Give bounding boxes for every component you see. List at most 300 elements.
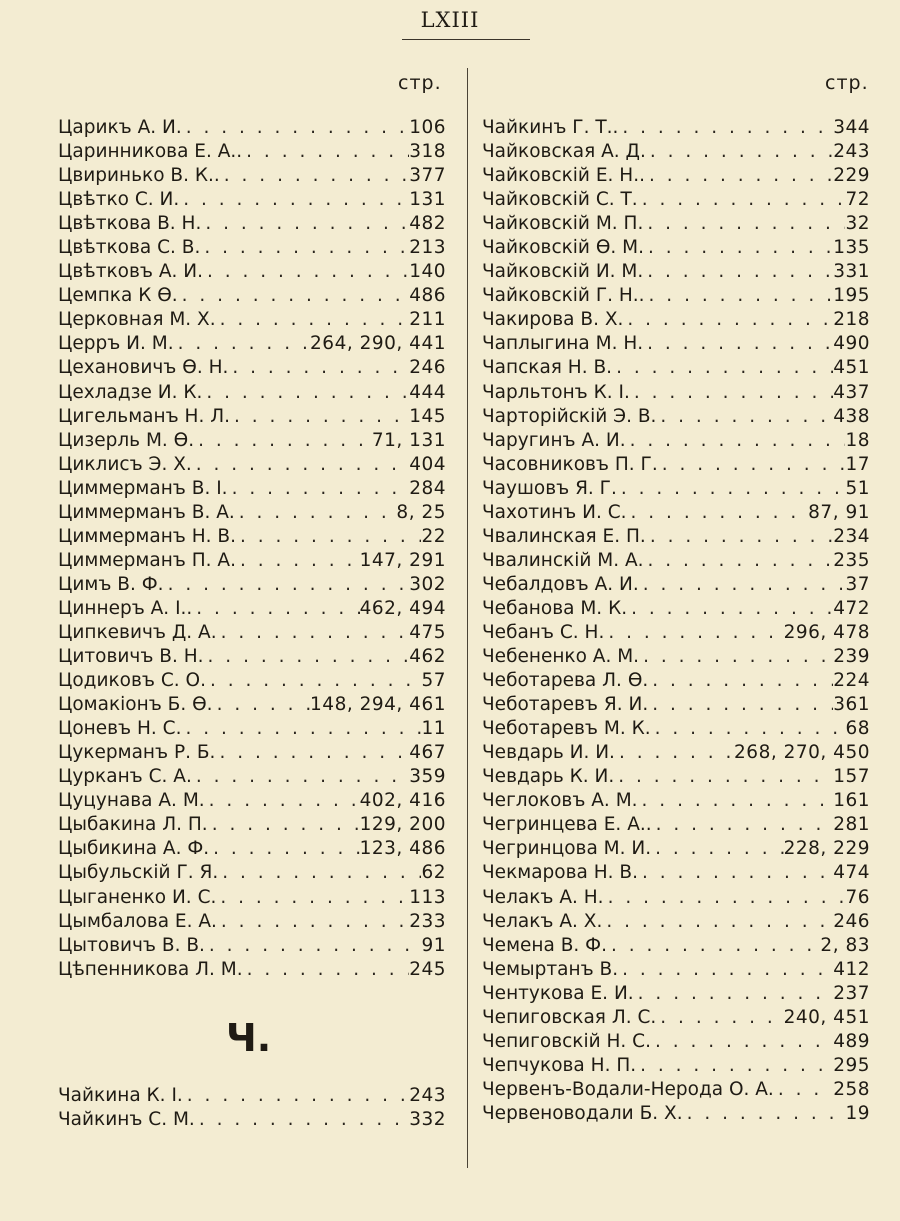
entry-name: Чегринцева Е. А.. <box>482 814 652 836</box>
entry-pages: 57 <box>421 670 446 692</box>
entry-pages: 129, 200 <box>359 814 446 836</box>
entry-name: Чайковскій Е. Н.. <box>482 165 645 187</box>
index-entry <box>58 813 446 837</box>
entry-name: Чапская Н. В. <box>482 357 613 379</box>
entry-pages: 451 <box>833 357 870 379</box>
entry-pages: 123, 486 <box>359 838 446 860</box>
leader-dots <box>648 669 833 693</box>
leader-dots <box>205 789 360 813</box>
entry-pages: 233 <box>409 910 446 932</box>
index-entry <box>482 669 870 693</box>
entry-name: Чебанова М. К. <box>482 597 628 619</box>
index-entry <box>58 693 446 717</box>
entry-pages: 402, 416 <box>359 790 446 812</box>
leader-dots <box>243 958 410 982</box>
index-list-right <box>482 116 870 1126</box>
index-entry <box>482 910 870 934</box>
index-entry <box>482 356 870 380</box>
index-entry <box>482 1078 870 1102</box>
leader-dots <box>643 212 845 236</box>
entry-pages: 157 <box>833 766 870 788</box>
index-entry <box>482 164 870 188</box>
entry-name: Царикъ А. И. <box>58 117 182 138</box>
entry-pages: 131 <box>409 189 446 211</box>
index-entry <box>482 717 870 741</box>
index-entry <box>58 140 446 164</box>
entry-name: Цурканъ С. А. <box>58 766 192 788</box>
entry-pages: 295 <box>833 1054 870 1076</box>
leader-dots <box>652 813 834 837</box>
index-entry <box>58 886 446 910</box>
index-entry <box>482 1030 870 1054</box>
index-entry <box>58 284 446 308</box>
leader-dots <box>604 886 846 910</box>
leader-dots <box>618 116 833 140</box>
entry-pages: 246 <box>409 357 446 379</box>
leader-dots <box>636 1054 833 1078</box>
entry-pages: 62 <box>421 862 446 884</box>
index-entry <box>482 621 870 645</box>
index-entry <box>482 453 870 477</box>
leader-dots <box>192 765 409 789</box>
entry-name: Чахотинъ И. С. <box>482 501 627 523</box>
entry-name: Чеботаревъ М. К. <box>482 718 651 740</box>
entry-pages: 234 <box>833 525 870 547</box>
entry-pages: 246 <box>833 910 870 932</box>
index-entry <box>482 116 870 140</box>
index-entry <box>58 236 446 260</box>
leader-dots <box>607 934 820 958</box>
entry-pages: 237 <box>833 982 870 1004</box>
index-entry <box>58 910 446 934</box>
entry-name: Чайковскій Ѳ. М. <box>482 237 644 259</box>
entry-name: Цодиковъ С. О. <box>58 670 206 692</box>
entry-name: Циммерманъ П. А. <box>58 549 236 571</box>
entry-name: Цоневъ Н. С. <box>58 718 182 740</box>
index-entry <box>58 621 446 645</box>
entry-name: Цвѣткова С. В. <box>58 237 201 259</box>
entry-name: Цыбульскій Г. Я. <box>58 862 219 884</box>
leader-dots <box>651 837 783 861</box>
entry-name: Цизерль М. Ѳ. <box>58 429 195 451</box>
entry-pages: 22 <box>421 525 446 547</box>
leader-dots <box>615 741 734 765</box>
leader-dots <box>651 717 846 741</box>
entry-name: Чеглоковъ А. М. <box>482 790 638 812</box>
leader-dots <box>213 693 310 717</box>
entry-pages: 68 <box>845 718 870 740</box>
index-entry <box>58 332 446 356</box>
leader-dots <box>236 525 421 549</box>
entry-pages: 245 <box>409 958 446 980</box>
index-entry <box>482 765 870 789</box>
entry-pages: 161 <box>833 790 870 812</box>
leader-dots <box>209 837 359 861</box>
index-entry <box>58 645 446 669</box>
index-entry <box>482 549 870 573</box>
entry-name: Циммерманъ Н. В. <box>58 525 237 547</box>
index-entry <box>58 453 446 477</box>
leader-dots <box>638 861 833 885</box>
index-entry <box>482 212 870 236</box>
entry-pages: 106 <box>409 117 446 138</box>
index-entry <box>58 789 446 813</box>
index-entry <box>58 861 446 885</box>
entry-name: Цыбакина Л. П. <box>58 814 208 836</box>
index-entry <box>58 308 446 332</box>
index-entry <box>58 188 446 212</box>
entry-pages: 444 <box>409 381 446 403</box>
entry-name: Цвѣткова В. Н. <box>58 213 202 235</box>
header-rule <box>402 39 530 40</box>
entry-pages: 344 <box>833 117 870 138</box>
leader-dots <box>683 1102 846 1126</box>
entry-pages: 268, 270, 450 <box>734 742 870 764</box>
leader-dots <box>203 260 409 284</box>
entry-pages: 240, 451 <box>783 1006 870 1028</box>
entry-name: Чайковскій М. П. <box>482 213 644 235</box>
entry-pages: 17 <box>845 453 870 475</box>
entry-pages: 284 <box>409 477 446 499</box>
index-entry <box>482 429 870 453</box>
leader-dots <box>202 381 409 405</box>
index-entry <box>482 1006 870 1030</box>
entry-pages: 302 <box>409 573 446 595</box>
index-list-left <box>58 116 446 982</box>
entry-name: Царинникова Е. А.. <box>58 141 243 163</box>
index-entry <box>482 525 870 549</box>
index-entry <box>482 861 870 885</box>
entry-name: Чаругинъ А. И. <box>482 429 626 451</box>
leader-dots <box>644 236 833 260</box>
entry-name: Цвѣтко С. И. <box>58 189 180 211</box>
index-entry <box>58 741 446 765</box>
entry-name: Чвалинская Е. П. <box>482 525 646 547</box>
leader-dots <box>643 332 833 356</box>
index-entry <box>482 260 870 284</box>
leader-dots <box>216 308 410 332</box>
entry-name: Чебалдовъ А. И. <box>482 573 639 595</box>
leader-dots <box>658 453 846 477</box>
entry-pages: 32 <box>845 213 870 235</box>
entry-name: Цыбикина А. Ф. <box>58 838 210 860</box>
entry-pages: 147, 291 <box>359 549 446 571</box>
leader-dots <box>242 140 409 164</box>
entry-pages: 224 <box>833 670 870 692</box>
entry-pages: 11 <box>421 718 446 740</box>
entry-pages: 228, 229 <box>783 838 870 860</box>
entry-name: Чемыртанъ В. <box>482 958 619 980</box>
entry-name: Чепчукова Н. П. <box>482 1054 637 1076</box>
entry-name: Червенъ-Водали-Нерода О. А. <box>482 1078 774 1100</box>
entry-pages: 318 <box>409 141 446 163</box>
section-letter: Ч. <box>226 1016 272 1060</box>
leader-dots <box>181 717 421 741</box>
entry-name: Часовниковъ П. Г. <box>482 453 658 475</box>
leader-dots <box>201 212 409 236</box>
leader-dots <box>205 934 422 958</box>
index-entry <box>58 1084 446 1108</box>
leader-dots <box>208 813 360 837</box>
leader-dots <box>638 188 846 212</box>
entry-name: Чакирова В. Х. <box>482 309 624 331</box>
index-entry <box>482 813 870 837</box>
entry-name: Цимъ В. Ф. <box>58 573 164 595</box>
entry-pages: 258 <box>833 1078 870 1100</box>
leader-dots <box>614 765 833 789</box>
entry-pages: 19 <box>845 1102 870 1124</box>
entry-pages: 87, 91 <box>808 501 870 523</box>
entry-name: Чарльтонъ К. І. <box>482 381 630 403</box>
leader-dots <box>174 332 310 356</box>
leader-dots <box>630 381 833 405</box>
leader-dots <box>236 549 360 573</box>
entry-name: Цемпка К Ѳ. <box>58 285 178 307</box>
entry-name: Чайкинъ С. М. <box>58 1109 195 1131</box>
entry-pages: 243 <box>833 141 870 163</box>
index-list-left-bottom <box>58 1084 446 1132</box>
entry-pages: 140 <box>409 261 446 283</box>
entry-pages: 71, 131 <box>371 429 446 451</box>
entry-pages: 332 <box>409 1109 446 1131</box>
entry-pages: 76 <box>845 886 870 908</box>
entry-name: Чайкинъ Г. Т.. <box>482 117 619 138</box>
entry-pages: 235 <box>833 549 870 571</box>
column-heading-left: стр. <box>398 72 442 94</box>
leader-dots <box>230 405 409 429</box>
entry-pages: 462 <box>409 646 446 668</box>
leader-dots <box>774 1078 833 1102</box>
leader-dots <box>204 645 410 669</box>
entry-name: Челакъ А. Н. <box>482 886 604 908</box>
entry-pages: 213 <box>409 237 446 259</box>
entry-name: Чеботарева Л. Ѳ. <box>482 670 649 692</box>
entry-name: Челакъ А. Х. <box>482 910 603 932</box>
index-entry <box>482 645 870 669</box>
index-entry <box>58 765 446 789</box>
leader-dots <box>612 356 833 380</box>
entry-pages: 438 <box>833 405 870 427</box>
entry-pages: 377 <box>409 165 446 187</box>
leader-dots <box>627 597 833 621</box>
index-entry <box>58 1108 446 1132</box>
leader-dots <box>604 621 783 645</box>
entry-name: Чекмарова Н. В. <box>482 862 638 884</box>
leader-dots <box>618 958 833 982</box>
entry-pages: 359 <box>409 766 446 788</box>
leader-dots <box>634 982 834 1006</box>
index-entry <box>482 741 870 765</box>
index-entry <box>482 308 870 332</box>
index-entry <box>58 958 446 982</box>
entry-pages: 462, 494 <box>359 597 446 619</box>
entry-name: Чайковскій И. М. <box>482 261 644 283</box>
entry-pages: 412 <box>833 958 870 980</box>
entry-pages: 145 <box>409 405 446 427</box>
index-entry <box>58 717 446 741</box>
entry-pages: 229 <box>833 165 870 187</box>
entry-name: Циннеръ А. І.. <box>58 597 193 619</box>
entry-name: Циммерманъ В. І. <box>58 477 228 499</box>
index-entry <box>482 405 870 429</box>
index-entry <box>482 958 870 982</box>
leader-dots <box>183 1084 409 1108</box>
index-entry <box>58 212 446 236</box>
leader-dots <box>627 501 809 525</box>
entry-name: Цитовичъ В. Н. <box>58 646 204 668</box>
leader-dots <box>217 910 409 934</box>
leader-dots <box>192 597 359 621</box>
leader-dots <box>195 1108 409 1132</box>
entry-name: Ципкевичъ Д. А. <box>58 621 217 643</box>
leader-dots <box>217 621 410 645</box>
leader-dots <box>215 741 409 765</box>
leader-dots <box>639 573 846 597</box>
leader-dots <box>200 236 409 260</box>
entry-pages: 8, 25 <box>396 501 446 523</box>
page-number: LXIII <box>420 8 480 32</box>
entry-name: Цукерманъ Р. Б. <box>58 742 216 764</box>
entry-name: Цехановичъ Ѳ. Н. <box>58 357 229 379</box>
entry-pages: 37 <box>845 573 870 595</box>
leader-dots <box>164 573 410 597</box>
index-entry <box>58 501 446 525</box>
leader-dots <box>192 453 409 477</box>
index-entry <box>58 669 446 693</box>
index-entry <box>58 573 446 597</box>
entry-pages: 490 <box>833 333 870 355</box>
entry-pages: 218 <box>833 309 870 331</box>
leader-dots <box>617 477 846 501</box>
entry-name: Чебененко А. М. <box>482 646 640 668</box>
entry-pages: 18 <box>845 429 870 451</box>
entry-name: Чепиговскій Н. С. <box>482 1030 651 1052</box>
entry-pages: 195 <box>833 285 870 307</box>
index-entry <box>58 934 446 958</box>
index-entry <box>482 597 870 621</box>
entry-pages: 361 <box>833 694 870 716</box>
index-entry <box>58 525 446 549</box>
leader-dots <box>178 284 410 308</box>
entry-name: Чемена В. Ф. <box>482 934 607 956</box>
index-entry <box>58 597 446 621</box>
index-entry <box>482 573 870 597</box>
index-entry <box>482 934 870 958</box>
column-divider <box>467 68 468 1168</box>
entry-pages: 472 <box>833 597 870 619</box>
leader-dots <box>645 284 834 308</box>
index-entry <box>58 837 446 861</box>
leader-dots <box>220 164 409 188</box>
entry-name: Цыганенко И. С. <box>58 886 217 908</box>
index-entry <box>482 693 870 717</box>
entry-pages: 91 <box>421 934 446 956</box>
entry-name: Чаушовъ Я. Г. <box>482 477 617 499</box>
entry-pages: 296, 478 <box>783 621 870 643</box>
index-entry <box>482 236 870 260</box>
entry-name: Чайкина К. І. <box>58 1085 183 1106</box>
leader-dots <box>623 308 833 332</box>
leader-dots <box>639 645 833 669</box>
index-entry <box>58 260 446 284</box>
leader-dots <box>206 669 421 693</box>
entry-name: Чевдарь К. И. <box>482 766 615 788</box>
entry-name: Цигельманъ Н. Л. <box>58 405 231 427</box>
entry-name: Цуцунава А. М. <box>58 790 205 812</box>
entry-pages: 437 <box>833 381 870 403</box>
leader-dots <box>179 188 409 212</box>
index-entry <box>482 837 870 861</box>
entry-name: Цѣпенникова Л. М. <box>58 958 243 980</box>
leader-dots <box>194 429 372 453</box>
index-entry <box>58 429 446 453</box>
entry-name: Чвалинскій М. А. <box>482 549 644 571</box>
entry-name: Цомакіонъ Б. Ѳ. <box>58 694 213 716</box>
entry-pages: 281 <box>833 814 870 836</box>
entry-name: Чайковскій Г. Н.. <box>482 285 645 307</box>
index-entry <box>58 356 446 380</box>
leader-dots <box>216 886 409 910</box>
entry-pages: 148, 294, 461 <box>310 694 446 716</box>
column-heading-right: стр. <box>825 72 869 94</box>
entry-pages: 467 <box>409 742 446 764</box>
entry-pages: 489 <box>833 1030 870 1052</box>
entry-pages: 2, 83 <box>820 934 870 956</box>
leader-dots <box>228 356 409 380</box>
index-entry <box>482 1102 870 1126</box>
index-entry <box>58 549 446 573</box>
entry-pages: 239 <box>833 646 870 668</box>
entry-name: Чарторійскій Э. В. <box>482 405 657 427</box>
entry-pages: 51 <box>845 477 870 499</box>
entry-pages: 211 <box>409 309 446 331</box>
entry-pages: 113 <box>409 886 446 908</box>
entry-name: Чегринцова М. И. <box>482 838 652 860</box>
entry-pages: 475 <box>409 621 446 643</box>
entry-name: Цымбалова Е. А. <box>58 910 217 932</box>
entry-pages: 243 <box>409 1085 446 1106</box>
entry-pages: 331 <box>833 261 870 283</box>
index-entry <box>482 332 870 356</box>
leader-dots <box>235 501 397 525</box>
entry-pages: 264, 290, 441 <box>310 333 446 355</box>
entry-name: Циклисъ Э. Х. <box>58 453 192 475</box>
index-entry <box>482 284 870 308</box>
leader-dots <box>626 429 846 453</box>
entry-pages: 474 <box>833 862 870 884</box>
entry-pages: 72 <box>845 189 870 211</box>
leader-dots <box>228 477 410 501</box>
entry-pages: 404 <box>409 453 446 475</box>
entry-name: Цехладзе И. К. <box>58 381 203 403</box>
entry-name: Цытовичъ В. В. <box>58 934 205 956</box>
index-entry <box>58 381 446 405</box>
index-entry <box>482 1054 870 1078</box>
entry-pages: 482 <box>409 213 446 235</box>
entry-name: Чайковская А. Д. <box>482 141 646 163</box>
index-entry <box>58 405 446 429</box>
index-entry <box>482 477 870 501</box>
index-entry <box>482 789 870 813</box>
entry-name: Чеботаревъ Я. И. <box>482 694 649 716</box>
index-entry <box>482 886 870 910</box>
leader-dots <box>602 910 833 934</box>
leader-dots <box>644 549 834 573</box>
entry-name: Чентукова Е. И. <box>482 982 634 1004</box>
entry-name: Цвиринько В. К.. <box>58 165 220 187</box>
index-entry <box>482 381 870 405</box>
leader-dots <box>643 260 833 284</box>
